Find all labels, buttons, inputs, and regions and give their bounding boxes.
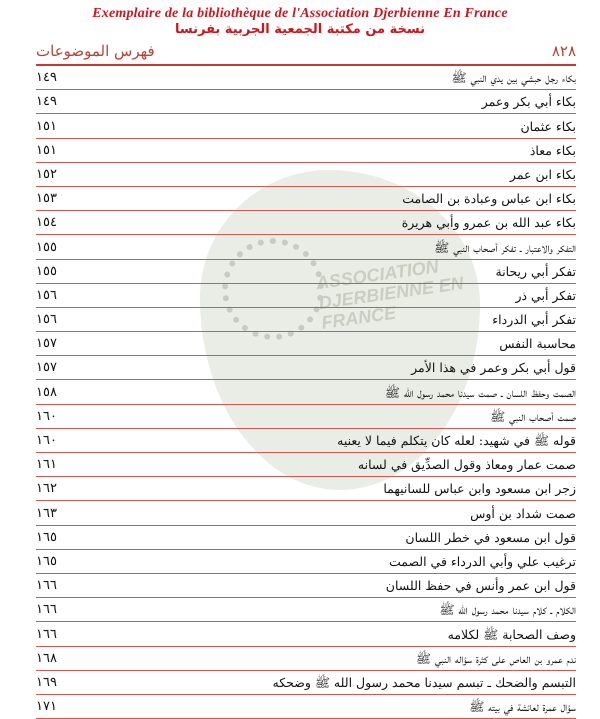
toc-row: [36, 90, 576, 114]
toc-entry-page: ١٦٥: [36, 553, 57, 569]
page-header: [36, 42, 576, 62]
toc-entry-title: بكاء رجل حبشي بين يدي النبي ﷺ: [451, 70, 576, 86]
toc-row: [36, 671, 576, 695]
toc-entry-title: تفكر أبي ذر: [515, 287, 576, 303]
toc-entry-page: ١٥١: [36, 142, 57, 158]
toc-row: [36, 574, 576, 598]
toc-entry-page: ١٦٠: [36, 408, 57, 424]
toc-entry-page: ١٦٢: [36, 481, 57, 497]
toc-row: [36, 187, 576, 211]
toc-entry-page: ١٦٩: [36, 674, 57, 690]
toc-row: [36, 308, 576, 332]
toc-row: [36, 332, 576, 356]
toc-entry-page: ١٤٩: [36, 94, 57, 110]
toc-row: [36, 235, 576, 259]
toc-row: [36, 139, 576, 163]
toc-entry-page: ١٥٧: [36, 336, 57, 352]
toc-entry-title: قول ابن عمر وأنس في حفظ اللسان: [385, 578, 576, 594]
toc-entry-title: بكاء عبد الله بن عمرو وأبي هريرة: [401, 215, 576, 231]
toc-row: [36, 284, 576, 308]
toc-entry-page: ١٥٨: [36, 384, 57, 400]
toc-entry-page: ١٥٣: [36, 191, 57, 207]
toc-row: [36, 163, 576, 187]
toc-entry-title: تفكر أبي الدرداء: [492, 312, 576, 328]
toc-entry-page: ١٧١: [36, 699, 57, 715]
toc-entry-page: ١٥٦: [36, 287, 57, 303]
toc-entry-title: تفكر أبي ريحانة: [495, 263, 576, 279]
toc-row: [36, 477, 576, 501]
toc-entry-title: ترغيب علي وأبي الدرداء في الصمت: [388, 553, 576, 569]
toc-row: [36, 405, 576, 429]
toc-entry-page: ١٥٧: [36, 360, 57, 376]
toc-entry-title: التفكر والاعتبار ـ تفكر أصحاب النبي ﷺ: [434, 239, 576, 255]
toc-row: [36, 622, 576, 646]
toc-entry-page: ١٥٦: [36, 312, 57, 328]
toc-entry-title: سؤال عمرة لعائشة في بيته ﷺ: [469, 699, 576, 715]
toc-row: [36, 429, 576, 453]
toc-entry-page: ١٦٠: [36, 433, 57, 448]
toc-row: [36, 211, 576, 235]
toc-entry-title: قوله ﷺ في شهيد: لعله كان يتكلم فيما لا يعنيه: [337, 433, 576, 448]
toc-entry-title: محاسبة النفس: [499, 336, 576, 352]
toc-entry-title: صمت شداد بن أوس: [470, 505, 576, 521]
watermark-text: ASSOCIATION DJERBIENNE EN FRANCE: [314, 256, 465, 333]
toc-entry-page: ١٥٢: [36, 166, 57, 182]
toc-entry-page: ١٦٨: [36, 650, 57, 666]
toc-entry-title: بكاء أبي بكر وعمر: [481, 94, 576, 110]
toc-row: [36, 453, 576, 477]
toc-entry-title: الكلام ـ كلام سيدنا محمد رسول الله ﷺ: [439, 602, 576, 618]
toc-entry-title: وصف الصحابة ﷺ لكلامه: [447, 626, 576, 642]
toc-entry-page: ١٥٥: [36, 263, 57, 279]
toc-row: [36, 598, 576, 622]
toc-entry-page: ١٤٩: [36, 70, 57, 86]
toc-entry-page: ١٦١: [36, 457, 57, 473]
toc-row: [36, 380, 576, 404]
toc-row: [36, 114, 576, 138]
toc-row: [36, 260, 576, 284]
toc-entry-title: قول ابن مسعود في خطر اللسان: [405, 529, 576, 545]
toc-entry-title: بكاء عثمان: [520, 118, 576, 134]
toc-entry-page: ١٦٦: [36, 602, 57, 618]
toc-entry-title: قول أبي بكر وعمر في هذا الأمر: [411, 360, 576, 376]
toc-entry-title: صمت عمار ومعاذ وقول الصدِّيق في لسانه: [357, 457, 576, 473]
toc-list: [36, 66, 576, 719]
toc-entry-page: ١٥٤: [36, 215, 57, 231]
library-banner-arabic: نسخة من مكتبة الجمعية الجربية بفرنسا: [175, 22, 425, 37]
toc-entry-page: ١٥٥: [36, 239, 57, 255]
toc-row: [36, 501, 576, 525]
section-title: فهرس الموضوعات: [36, 42, 155, 60]
toc-row: [36, 66, 576, 90]
toc-entry-title: زجر ابن مسعود وابن عباس للسانيهما: [383, 481, 576, 497]
toc-row: [36, 695, 576, 719]
toc-entry-page: ١٦٦: [36, 578, 57, 594]
toc-entry-page: ١٦٣: [36, 505, 57, 521]
toc-entry-page: ١٥١: [36, 118, 57, 134]
toc-entry-title: بكاء ابن عباس وعبادة بن الصامت: [402, 191, 576, 207]
toc-row: [36, 550, 576, 574]
library-banner-french: Exemplaire de la bibliothèque de l'Association Djerbienne En France: [92, 6, 508, 21]
toc-entry-page: ١٦٦: [36, 626, 57, 642]
toc-entry-title: بكاء معاذ: [529, 142, 576, 158]
toc-row: [36, 356, 576, 380]
toc-entry-title: صمت أصحاب النبي ﷺ: [490, 408, 576, 424]
page-number: ٨٢٨: [551, 42, 576, 60]
toc-entry-title: التبسم والضحك ـ تبسم سيدنا محمد رسول الله ﷺ وضحكه: [272, 674, 576, 690]
toc-row: [36, 526, 576, 550]
toc-entry-title: الصمت وحفظ اللسان ـ صمت سيدنا محمد رسول الله ﷺ: [384, 384, 576, 400]
toc-entry-page: ١٦٥: [36, 529, 57, 545]
toc-row: [36, 647, 576, 671]
toc-entry-title: ندم عمرو بن العاص على كثرة سؤاله النبي ﷺ: [415, 650, 576, 666]
toc-entry-title: بكاء ابن عمر: [509, 166, 576, 182]
